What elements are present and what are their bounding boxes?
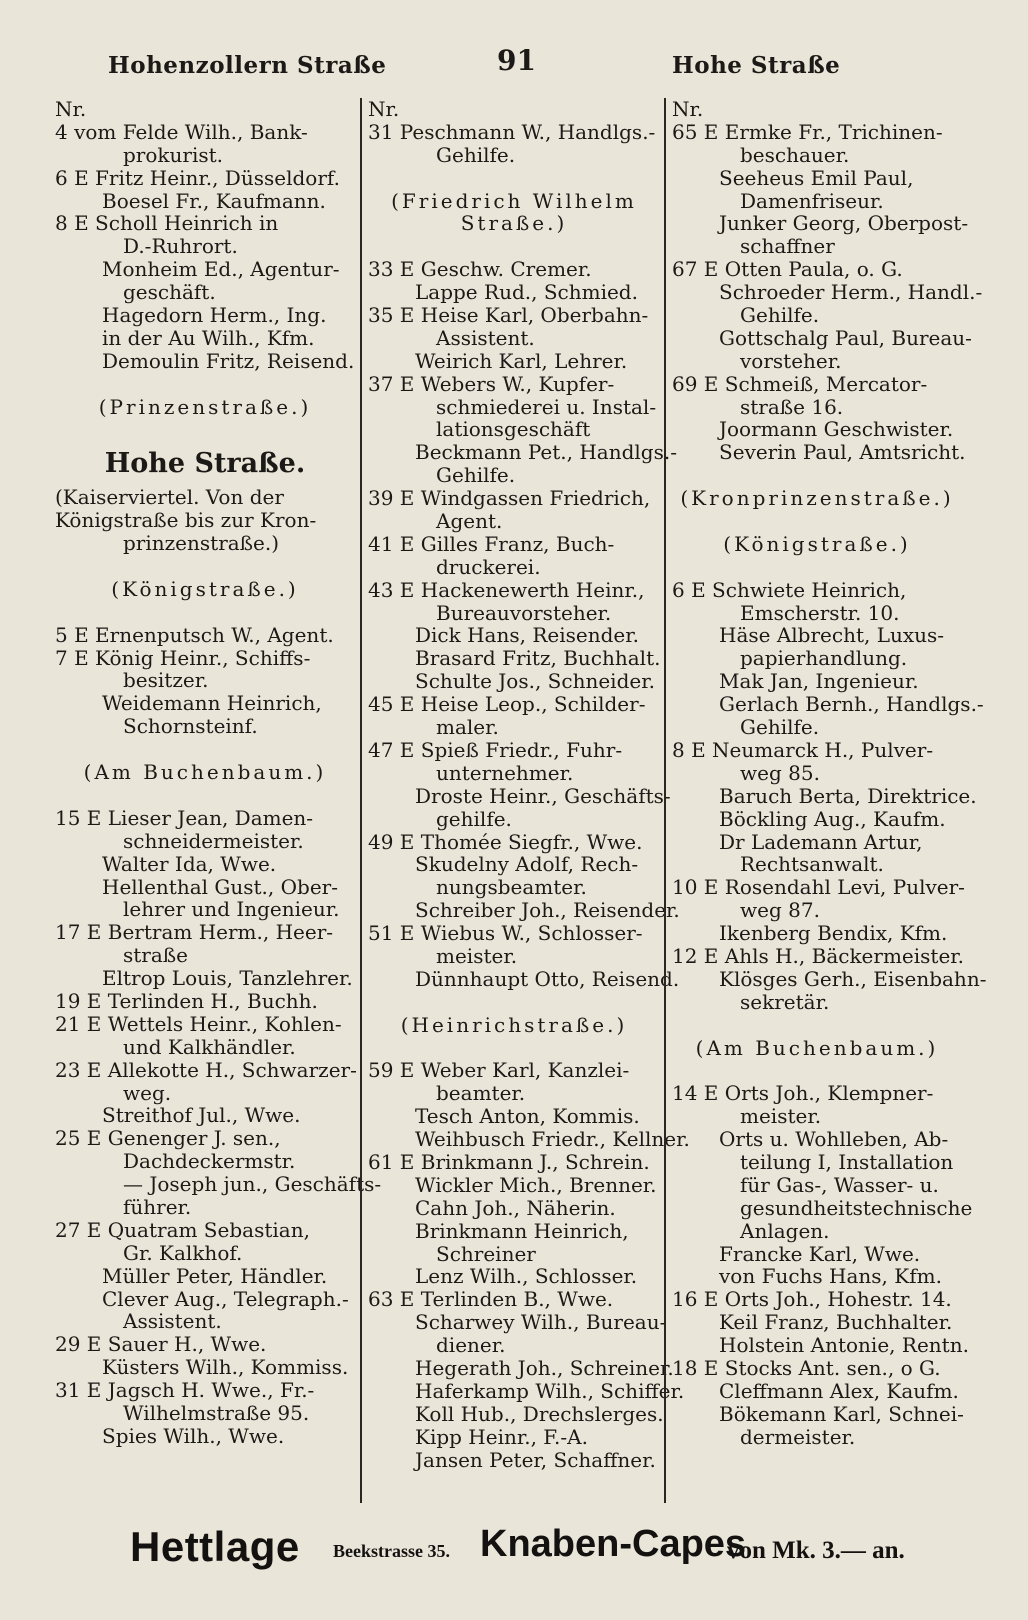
street-heading: (Am Buchenbaum.) xyxy=(83,760,327,785)
entry-line: Clever Aug., Telegraph.- xyxy=(102,1286,349,1311)
entry-line: Junker Georg, Oberpost- xyxy=(719,211,969,236)
column-header: Nr. xyxy=(368,97,400,121)
street-heading: (Friedrich Wilhelm xyxy=(391,188,637,213)
entry-continuation: für Gas-, Wasser- u. xyxy=(740,1172,939,1197)
entry-line: 31 Peschmann W., Handlgs.- xyxy=(368,119,656,144)
entry-continuation: besitzer. xyxy=(123,668,209,693)
entry-line: Dünnhaupt Otto, Reisend. xyxy=(415,966,680,991)
entry-line: Koll Hub., Drechslerges. xyxy=(415,1401,664,1426)
entry-line: Boesel Fr., Kaufmann. xyxy=(102,188,326,213)
entry-line: 47 E Spieß Friedr., Fuhr- xyxy=(368,737,623,762)
spacer xyxy=(55,784,355,807)
entry-line: Schreiber Joh., Reisender. xyxy=(415,898,680,923)
entry-continuation: diener. xyxy=(436,1333,506,1358)
column-divider xyxy=(360,98,362,1503)
entry-line: Müller Peter, Händler. xyxy=(102,1263,328,1288)
entry-line: Skudelny Adolf, Rech- xyxy=(415,852,639,877)
entry-line: Keil Franz, Buchhalter. xyxy=(719,1310,953,1335)
entry-line: Haferkamp Wilh., Schiffer. xyxy=(415,1378,685,1403)
entry-line: 61 E Brinkmann J., Schrein. xyxy=(368,1149,650,1174)
entry-line: Schroeder Herm., Handl.- xyxy=(719,280,983,305)
entry-continuation: gehilfe. xyxy=(436,806,512,831)
column-header: Nr. xyxy=(55,97,87,121)
entry-line: 18 E Stocks Ant. sen., o G. xyxy=(672,1355,941,1380)
entry-line: Königstraße bis zur Kron- xyxy=(55,508,317,533)
entry-line: in der Au Wilh., Kfm. xyxy=(102,325,315,350)
entry-line: Wickler Mich., Brenner. xyxy=(415,1172,657,1197)
entry-continuation: und Kalkhändler. xyxy=(123,1034,296,1059)
entry-line: 15 E Lieser Jean, Damen- xyxy=(55,805,314,830)
entry-continuation: Agent. xyxy=(436,509,503,534)
entry-line: Brasard Fritz, Buchhalt. xyxy=(415,646,661,671)
entry-line: Monheim Ed., Agentur- xyxy=(102,257,340,282)
entry-continuation: Rechtsanwalt. xyxy=(740,852,884,877)
entry-continuation: D.-Ruhrort. xyxy=(123,234,238,259)
entry-continuation: Emscherstr. 10. xyxy=(740,600,900,625)
spacer xyxy=(55,601,355,624)
entry-continuation: schmiederei u. Instal- xyxy=(436,394,657,419)
entry-line: 7 E König Heinr., Schiffs- xyxy=(55,645,311,670)
entry-continuation: prinzenstraße.) xyxy=(123,531,280,556)
entry-line: Seeheus Emil Paul, xyxy=(719,165,914,190)
entry-line: Gottschalg Paul, Bureau- xyxy=(719,325,972,350)
entry-continuation: schneidermeister. xyxy=(123,828,304,853)
spacer xyxy=(368,991,660,1014)
entry-line: 6 E Fritz Heinr., Düsseldorf. xyxy=(55,165,340,190)
spacer xyxy=(55,555,355,578)
entry-continuation: lationsgeschäft xyxy=(436,417,591,442)
entry-line: Weirich Karl, Lehrer. xyxy=(415,348,628,373)
entry-continuation: Anlagen. xyxy=(740,1218,830,1243)
entry-line: 63 E Terlinden B., Wwe. xyxy=(368,1287,614,1312)
entry-continuation: nungsbeamter. xyxy=(436,875,587,900)
entry-continuation: gesundheitstechnische xyxy=(740,1195,973,1220)
street-heading: (Heinrichstraße.) xyxy=(400,1012,628,1037)
entry-continuation: Schornsteinf. xyxy=(123,714,258,739)
column-divider xyxy=(664,98,666,1503)
street-heading: (Am Buchenbaum.) xyxy=(695,1035,939,1060)
entry-line: Gerlach Bernh., Handlgs.- xyxy=(719,692,984,717)
street-heading: (Königstraße.) xyxy=(111,576,299,601)
entry-continuation: beamter. xyxy=(436,1081,526,1106)
street-heading: (Kronprinzenstraße.) xyxy=(680,486,954,511)
entry-line: 8 E Neumarck H., Pulver- xyxy=(672,737,934,762)
entry-continuation: druckerei. xyxy=(436,554,541,579)
entry-line: 14 E Orts Joh., Klempner- xyxy=(672,1081,934,1106)
spacer xyxy=(55,418,355,441)
advert-price: von Mk. 3.— an. xyxy=(727,1537,905,1564)
entry-line: 67 E Otten Paula, o. G. xyxy=(672,257,903,282)
entry-continuation: dermeister. xyxy=(740,1424,856,1449)
spacer xyxy=(672,510,962,533)
entry-line: Ikenberg Bendix, Kfm. xyxy=(719,921,948,946)
entry-line: Streithof Jul., Wwe. xyxy=(102,1103,301,1128)
entry-continuation: vorsteher. xyxy=(740,348,842,373)
section-title: Hohe Straße. xyxy=(104,448,306,480)
entry-line: Kipp Heinr., F.-A. xyxy=(415,1424,588,1449)
entry-continuation: weg 85. xyxy=(740,760,820,785)
entry-line: von Fuchs Hans, Kfm. xyxy=(719,1264,942,1289)
entry-line: Lenz Wilh., Schlosser. xyxy=(415,1264,638,1289)
entry-line: Beckmann Pet., Handlgs.- xyxy=(415,440,677,465)
entry-continuation: Gehilfe. xyxy=(436,142,516,167)
entry-line: 6 E Schwiete Heinrich, xyxy=(672,577,907,602)
spacer xyxy=(672,1059,962,1082)
entry-line: Klösges Gerh., Eisenbahn- xyxy=(719,966,987,991)
spacer xyxy=(55,738,355,761)
advert-name: Hettlage xyxy=(130,1523,300,1570)
entry-continuation: lehrer und Ingenieur. xyxy=(123,897,340,922)
entry-line: 43 E Hackenewerth Heinr., xyxy=(368,577,645,602)
entry-line: 65 E Ermke Fr., Trichinen- xyxy=(672,119,943,144)
entry-line: Orts u. Wohlleben, Ab- xyxy=(719,1127,949,1152)
entry-line: Francke Karl, Wwe. xyxy=(719,1241,921,1266)
entry-line: 19 E Terlinden H., Buchh. xyxy=(55,988,318,1013)
entry-line: 16 E Orts Joh., Hohestr. 14. xyxy=(672,1287,952,1312)
entry-line: Scharwey Wilh., Bureau- xyxy=(415,1310,667,1335)
entry-line: 5 E Ernenputsch W., Agent. xyxy=(55,622,334,647)
running-head-right: Hohe Straße xyxy=(672,52,841,79)
entry-continuation: Dachdeckermstr. xyxy=(123,1149,296,1174)
entry-continuation: weg 87. xyxy=(740,898,820,923)
entry-line: Weihbusch Friedr., Kellner. xyxy=(415,1127,690,1152)
entry-continuation: Schreiner xyxy=(436,1241,536,1266)
entry-continuation: straße 16. xyxy=(740,394,844,419)
entry-line: Spies Wilh., Wwe. xyxy=(102,1423,285,1448)
entry-line: Hagedorn Herm., Ing. xyxy=(102,303,327,328)
entry-line: Baruch Berta, Direktrice. xyxy=(719,783,977,808)
entry-line: (Kaiserviertel. Von der xyxy=(55,485,284,510)
entry-line: Severin Paul, Amtsricht. xyxy=(719,440,966,465)
entry-continuation: schaffner xyxy=(740,234,835,259)
entry-line: 41 E Gilles Franz, Buch- xyxy=(368,531,615,556)
entry-line: 17 E Bertram Herm., Heer- xyxy=(55,920,334,945)
entry-line: Dr Lademann Artur, xyxy=(719,829,923,854)
entry-line: Häse Albrecht, Luxus- xyxy=(719,623,945,648)
entry-line: 4 vom Felde Wilh., Bank- xyxy=(55,119,308,144)
entry-continuation: Assistent. xyxy=(436,325,535,350)
entry-line: Droste Heinr., Geschäfts- xyxy=(415,783,671,808)
entry-line: 27 E Quatram Sebastian, xyxy=(55,1217,310,1242)
entry-continuation: teilung I, Installation xyxy=(740,1149,954,1174)
entry-line: Walter Ida, Wwe. xyxy=(102,851,277,876)
spacer xyxy=(672,1014,962,1037)
entry-continuation: papierhandlung. xyxy=(740,646,908,671)
entry-continuation: maler. xyxy=(436,715,499,740)
spacer xyxy=(55,373,355,396)
entry-line: Demoulin Fritz, Reisend. xyxy=(102,348,355,373)
entry-line: 59 E Weber Karl, Kanzlei- xyxy=(368,1058,630,1083)
entry-line: 25 E Genenger J. sen., xyxy=(55,1126,281,1151)
entry-line: Bökemann Karl, Schnei- xyxy=(719,1401,964,1426)
entry-line: 31 E Jagsch H. Wwe., Fr.- xyxy=(55,1378,315,1403)
entry-line: 21 E Wettels Heinr., Kohlen- xyxy=(55,1011,342,1036)
page-number: 91 xyxy=(497,44,536,77)
advertisement-footer xyxy=(0,1515,1028,1595)
entry-line: Joormann Geschwister. xyxy=(719,417,954,442)
street-heading: (Königstraße.) xyxy=(723,531,911,556)
entry-line: Jansen Peter, Schaffner. xyxy=(415,1447,656,1472)
entry-continuation: Gehilfe. xyxy=(740,303,820,328)
column-right xyxy=(672,97,987,1503)
entry-continuation: Bureauvorsteher. xyxy=(436,600,612,625)
entry-continuation: führer. xyxy=(123,1194,192,1219)
entry-continuation: Damenfriseur. xyxy=(740,188,884,213)
column-left xyxy=(55,97,382,1503)
entry-line: Schulte Jos., Schneider. xyxy=(415,669,655,694)
entry-continuation: Gehilfe. xyxy=(740,715,820,740)
entry-line: 35 E Heise Karl, Oberbahn- xyxy=(368,303,649,328)
entry-line: 29 E Sauer H., Wwe. xyxy=(55,1332,267,1357)
column-middle xyxy=(368,97,690,1503)
entry-continuation: geschäft. xyxy=(123,280,216,305)
spacer xyxy=(368,235,660,258)
entry-continuation: — Joseph jun., Geschäfts- xyxy=(123,1172,382,1197)
entry-line: Cahn Joh., Näherin. xyxy=(415,1195,616,1220)
entry-line: Mak Jan, Ingenieur. xyxy=(719,669,919,694)
street-heading: (Prinzenstraße.) xyxy=(98,394,312,419)
running-head-left: Hohenzollern Straße xyxy=(108,52,387,79)
entry-line: Hellenthal Gust., Ober- xyxy=(102,874,338,899)
entry-continuation: unternehmer. xyxy=(436,760,574,785)
entry-line: Tesch Anton, Kommis. xyxy=(415,1104,640,1129)
entry-line: Böckling Aug., Kaufm. xyxy=(719,806,946,831)
entry-line: 39 E Windgassen Friedrich, xyxy=(368,486,651,511)
street-heading: Straße.) xyxy=(460,211,568,236)
entry-line: Dick Hans, Reisender. xyxy=(415,623,639,648)
spacer xyxy=(672,556,962,579)
running-head xyxy=(0,42,1028,92)
entry-line: 49 E Thomée Siegfr., Wwe. xyxy=(368,829,643,854)
entry-continuation: Gehilfe. xyxy=(436,463,516,488)
entry-continuation: Wilhelmstraße 95. xyxy=(123,1400,310,1425)
entry-line: 33 E Geschw. Cremer. xyxy=(368,257,592,282)
advert-address: Beekstrasse 35. xyxy=(333,1541,450,1561)
entry-continuation: meister. xyxy=(436,943,518,968)
entry-continuation: meister. xyxy=(740,1104,822,1129)
entry-continuation: Assistent. xyxy=(123,1309,222,1334)
entry-line: Eltrop Louis, Tanzlehrer. xyxy=(102,966,353,991)
entry-continuation: weg. xyxy=(123,1080,172,1105)
spacer xyxy=(672,464,962,487)
entry-continuation: straße xyxy=(123,943,188,968)
entry-continuation: sekretär. xyxy=(740,989,830,1014)
entry-line: Cleffmann Alex, Kaufm. xyxy=(719,1378,959,1403)
spacer xyxy=(368,167,660,190)
entry-line: 10 E Rosendahl Levi, Pulver- xyxy=(672,875,965,900)
entry-continuation: prokurist. xyxy=(123,142,224,167)
entry-line: Küsters Wilh., Kommiss. xyxy=(102,1355,349,1380)
entry-line: 8 E Scholl Heinrich in xyxy=(55,211,279,236)
entry-line: 45 E Heise Leop., Schilder- xyxy=(368,692,646,717)
entry-line: Holstein Antonie, Rentn. xyxy=(719,1333,969,1358)
entry-continuation: beschauer. xyxy=(740,142,850,167)
advert-product: Knaben-Capes xyxy=(480,1523,747,1565)
entry-line: 12 E Ahls H., Bäckermeister. xyxy=(672,943,965,968)
entry-line: 23 E Allekotte H., Schwarzer- xyxy=(55,1057,357,1082)
entry-line: 51 E Wiebus W., Schlosser- xyxy=(368,921,643,946)
spacer xyxy=(368,1037,660,1060)
entry-line: 37 E Webers W., Kupfer- xyxy=(368,371,615,396)
column-header: Nr. xyxy=(672,97,704,121)
entry-line: Hegerath Joh., Schreiner. xyxy=(415,1355,674,1380)
entry-continuation: Gr. Kalkhof. xyxy=(123,1240,243,1265)
entry-line: 69 E Schmeiß, Mercator- xyxy=(672,371,928,396)
entry-line: Weidemann Heinrich, xyxy=(102,691,322,716)
entry-line: Brinkmann Heinrich, xyxy=(415,1218,629,1243)
entry-line: Lappe Rud., Schmied. xyxy=(415,280,638,305)
